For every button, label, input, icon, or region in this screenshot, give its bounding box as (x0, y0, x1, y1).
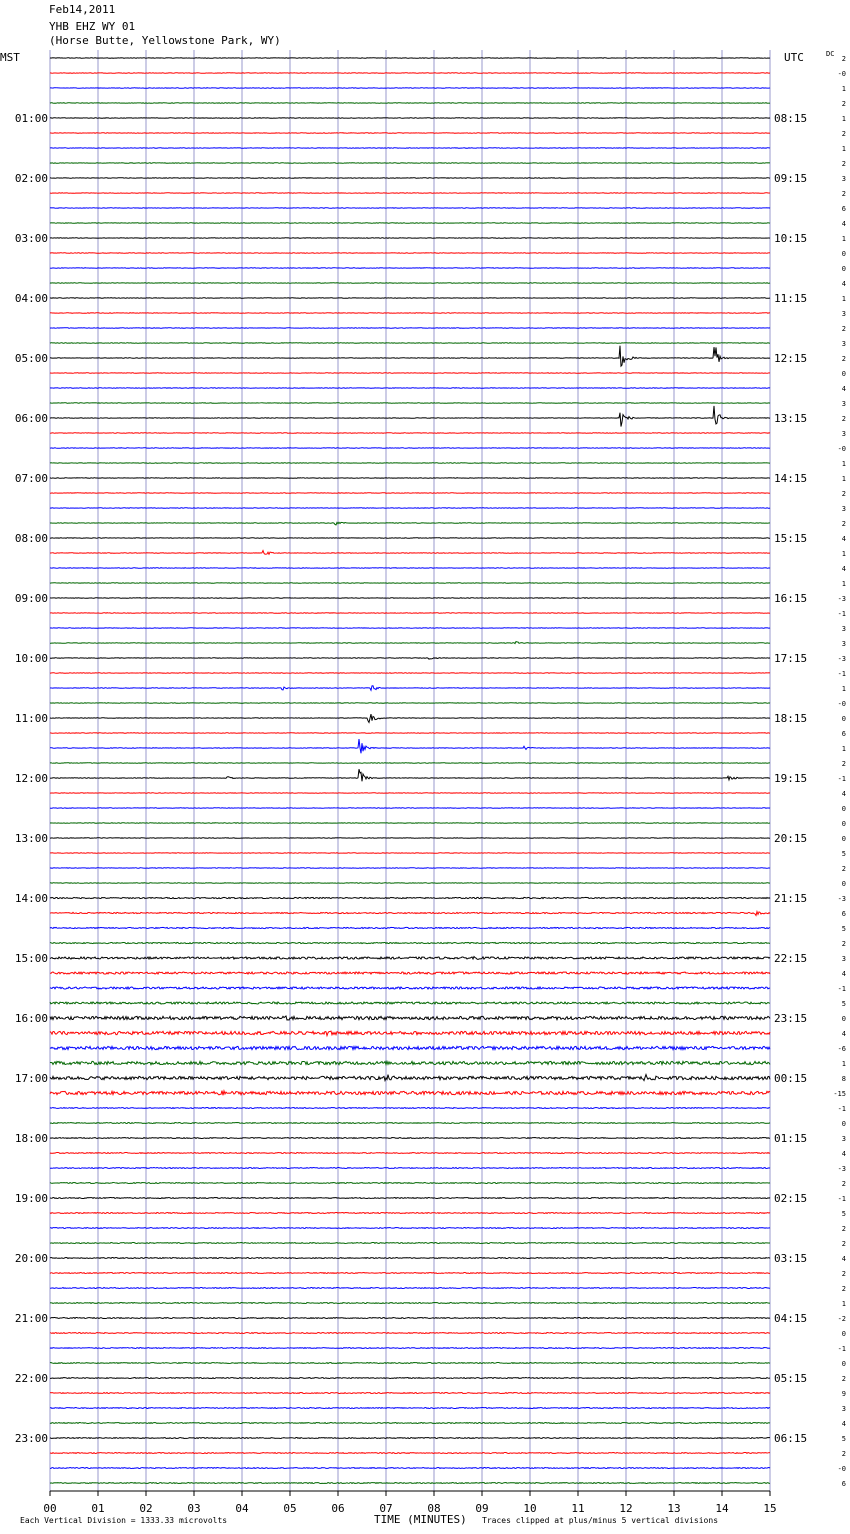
trace-line (50, 703, 770, 704)
dc-offset-label: 2 (841, 100, 846, 108)
trace-line (50, 178, 770, 179)
trace-line (50, 118, 770, 119)
left-hour-label: 09:00 (14, 592, 48, 605)
left-timezone: MST (0, 51, 20, 64)
dc-offset-label: 1 (841, 1300, 846, 1308)
dc-offset-label: 4 (841, 970, 846, 978)
trace-line (50, 448, 770, 449)
dc-offset-label: -1 (837, 1105, 846, 1113)
dc-offset-label: 4 (841, 535, 846, 543)
dc-offset-label: 8 (841, 1075, 846, 1083)
trace-line (50, 1198, 770, 1199)
dc-offset-label: 0 (841, 715, 846, 723)
dc-offset-label: -1 (837, 670, 846, 678)
left-hour-label: 13:00 (14, 832, 48, 845)
dc-offset-label: 5 (841, 925, 846, 933)
left-hour-label: 03:00 (14, 232, 48, 245)
trace-line (50, 1363, 770, 1364)
left-hour-label: 21:00 (14, 1312, 48, 1325)
trace-line (50, 823, 770, 824)
dc-offset-label: 2 (841, 130, 846, 138)
labels (0, 50, 846, 1526)
trace-line (50, 1423, 770, 1424)
trace-line (50, 1408, 770, 1409)
chart-date: Feb14,2011 (49, 3, 116, 16)
trace-line (50, 686, 770, 691)
scale-note: Each Vertical Division = 1333.33 microvolts (20, 1516, 228, 1525)
left-hour-label: 23:00 (14, 1432, 48, 1445)
trace-line (50, 987, 770, 989)
trace-line (50, 769, 770, 781)
dc-offset-label: 1 (841, 460, 846, 468)
trace-line (50, 1378, 770, 1379)
dc-offset-label: 6 (841, 910, 846, 918)
x-tick-label: 00 (43, 1502, 57, 1515)
trace-line (50, 1168, 770, 1169)
dc-offset-label: 2 (841, 520, 846, 528)
trace-line (50, 223, 770, 224)
trace-line (50, 73, 770, 74)
trace-line (50, 1061, 770, 1064)
station-name: YHB EHZ WY 01 (49, 20, 136, 33)
trace-line (50, 1393, 770, 1394)
trace-line (50, 1273, 770, 1274)
left-hour-label: 05:00 (14, 352, 48, 365)
right-hour-label: 15:15 (774, 532, 808, 545)
trace-line (50, 433, 770, 434)
trace-line (50, 163, 770, 164)
x-tick-label: 08 (427, 1502, 441, 1515)
trace-line (50, 1318, 770, 1319)
dc-offset-label: 0 (841, 835, 846, 843)
dc-offset-label: 4 (841, 1150, 846, 1158)
trace-line (50, 346, 770, 366)
trace-line (50, 478, 770, 479)
trace-line (50, 1258, 770, 1259)
trace-line (50, 673, 770, 674)
right-hour-label: 06:15 (774, 1432, 808, 1445)
trace-line (50, 1483, 770, 1484)
dc-offset-label: -3 (837, 655, 846, 663)
right-hour-label: 23:15 (774, 1012, 808, 1025)
trace-line (50, 641, 770, 643)
dc-offset-label: 1 (841, 550, 846, 558)
trace-line (50, 1153, 770, 1154)
left-hour-label: 06:00 (14, 412, 48, 425)
dc-offset-label: 4 (841, 220, 846, 228)
right-timezone: UTC (784, 51, 804, 64)
dc-offset-label: 0 (841, 820, 846, 828)
right-hour-label: 13:15 (774, 412, 808, 425)
left-hour-label: 15:00 (14, 952, 48, 965)
dc-offset-label: 2 (841, 1285, 846, 1293)
trace-line (50, 1468, 770, 1469)
x-tick-label: 04 (235, 1502, 249, 1515)
right-hour-label: 01:15 (774, 1132, 808, 1145)
x-tick-label: 01 (91, 1502, 105, 1515)
trace-line (50, 838, 770, 839)
trace-line (50, 238, 770, 239)
trace-line (50, 1348, 770, 1349)
dc-offset-label: 4 (841, 1420, 846, 1428)
trace-line (50, 658, 770, 660)
dc-offset-label: 3 (841, 1135, 846, 1143)
x-tick-label: 02 (139, 1502, 153, 1515)
left-hour-label: 10:00 (14, 652, 48, 665)
x-tick-label: 15 (763, 1502, 777, 1515)
dc-offset-label: 2 (841, 1225, 846, 1233)
trace-line (50, 253, 770, 254)
dc-offset-label: 1 (841, 745, 846, 753)
right-hour-label: 10:15 (774, 232, 808, 245)
trace-line (50, 298, 770, 299)
dc-offset-label: 2 (841, 865, 846, 873)
left-hour-label: 16:00 (14, 1012, 48, 1025)
dc-offset-label: -0 (837, 700, 846, 708)
x-tick-label: 13 (667, 1502, 681, 1515)
dc-offset-label: -1 (837, 775, 846, 783)
right-hour-label: 14:15 (774, 472, 808, 485)
left-hour-label: 14:00 (14, 892, 48, 905)
dc-offset-label: 2 (841, 940, 846, 948)
dc-offset-label: 2 (841, 490, 846, 498)
dc-offset-label: 6 (841, 730, 846, 738)
dc-offset-label: 2 (841, 1270, 846, 1278)
dc-offset-label: 5 (841, 1000, 846, 1008)
dc-offset-label: 2 (841, 1375, 846, 1383)
left-hour-label: 19:00 (14, 1192, 48, 1205)
x-tick-label: 12 (619, 1502, 633, 1515)
trace-line (50, 1213, 770, 1214)
trace-line (50, 1031, 770, 1036)
x-tick-label: 07 (379, 1502, 393, 1515)
right-hour-label: 04:15 (774, 1312, 808, 1325)
x-tick-label: 14 (715, 1502, 729, 1515)
dc-offset-label: 3 (841, 955, 846, 963)
left-hour-label: 20:00 (14, 1252, 48, 1265)
dc-offset-label: 0 (841, 265, 846, 273)
dc-offset-label: -1 (837, 1195, 846, 1203)
trace-line (50, 1016, 770, 1020)
dc-offset-label: 1 (841, 685, 846, 693)
dc-offset-label: 2 (841, 760, 846, 768)
trace-line (50, 208, 770, 209)
trace-line (50, 313, 770, 314)
dc-offset-label: 4 (841, 1255, 846, 1263)
dc-offset-label: 2 (841, 55, 846, 63)
dc-offset-label: 0 (841, 1360, 846, 1368)
trace-line (50, 1183, 770, 1184)
dc-offset-label: 4 (841, 565, 846, 573)
dc-offset-label: 5 (841, 1435, 846, 1443)
trace-line (50, 583, 770, 584)
trace-line (50, 598, 770, 599)
trace-line (50, 148, 770, 149)
trace-line (50, 1228, 770, 1229)
trace-line (50, 808, 770, 809)
trace-line (50, 927, 770, 928)
dc-offset-label: 4 (841, 1030, 846, 1038)
right-hour-label: 18:15 (774, 712, 808, 725)
trace-line (50, 103, 770, 104)
right-hour-label: 17:15 (774, 652, 808, 665)
dc-offset-label: 3 (841, 625, 846, 633)
trace-line (50, 403, 770, 404)
trace-line (50, 628, 770, 629)
trace-line (50, 1091, 770, 1096)
dc-offset-label: 4 (841, 790, 846, 798)
right-hour-label: 19:15 (774, 772, 808, 785)
trace-line (50, 58, 770, 59)
dc-offset-label: 6 (841, 205, 846, 213)
dc-offset-label: 1 (841, 1060, 846, 1068)
trace-line (50, 1438, 770, 1439)
trace-line (50, 1123, 770, 1124)
trace-line (50, 568, 770, 569)
dc-offset-label: 1 (841, 145, 846, 153)
dc-offset-label: 2 (841, 190, 846, 198)
right-hour-label: 12:15 (774, 352, 808, 365)
dc-offset-label: 1 (841, 580, 846, 588)
trace-line (50, 1243, 770, 1244)
trace-line (50, 1138, 770, 1139)
right-hour-label: 16:15 (774, 592, 808, 605)
dc-offset-label: -0 (837, 70, 846, 78)
dc-offset-label: 4 (841, 280, 846, 288)
left-hour-label: 17:00 (14, 1072, 48, 1085)
dc-offset-label: -1 (837, 985, 846, 993)
trace-line (50, 1288, 770, 1289)
trace-line (50, 912, 770, 916)
trace-line (50, 942, 770, 943)
dc-offset-label: -6 (837, 1045, 846, 1053)
trace-line (50, 957, 770, 960)
trace-line (50, 733, 770, 734)
dc-offset-label: 3 (841, 310, 846, 318)
dc-offset-label: 3 (841, 400, 846, 408)
dc-offset-label: 2 (841, 325, 846, 333)
traces (50, 58, 770, 1484)
x-axis-label: TIME (MINUTES) (374, 1513, 467, 1526)
right-hour-label: 02:15 (774, 1192, 808, 1205)
left-hour-label: 07:00 (14, 472, 48, 485)
left-hour-label: 04:00 (14, 292, 48, 305)
right-hour-label: 00:15 (774, 1072, 808, 1085)
dc-offset-label: 9 (841, 1390, 846, 1398)
trace-line (50, 739, 770, 753)
trace-line (50, 1075, 770, 1081)
trace-line (50, 133, 770, 134)
dc-offset-label: 1 (841, 235, 846, 243)
dc-offset-label: 0 (841, 1120, 846, 1128)
trace-line (50, 868, 770, 869)
dc-offset-label: 0 (841, 880, 846, 888)
dc-offset-label: 2 (841, 355, 846, 363)
dc-offset-label: 3 (841, 640, 846, 648)
trace-line (50, 343, 770, 344)
left-hour-label: 01:00 (14, 112, 48, 125)
trace-line (50, 613, 770, 614)
trace-line (50, 1453, 770, 1454)
dc-offset-label: -15 (833, 1090, 846, 1098)
dc-offset-label: 5 (841, 850, 846, 858)
trace-line (50, 551, 770, 555)
trace-line (50, 406, 770, 427)
dc-offset-label: 1 (841, 475, 846, 483)
x-tick-label: 05 (283, 1502, 297, 1515)
right-hour-label: 08:15 (774, 112, 808, 125)
left-hour-label: 18:00 (14, 1132, 48, 1145)
dc-offset-label: -0 (837, 445, 846, 453)
dc-offset-label: -3 (837, 1165, 846, 1173)
dc-offset-label: 3 (841, 430, 846, 438)
dc-label: DC (826, 50, 835, 58)
left-hour-label: 22:00 (14, 1372, 48, 1385)
dc-offset-label: -1 (837, 610, 846, 618)
dc-offset-label: 0 (841, 250, 846, 258)
right-hour-label: 03:15 (774, 1252, 808, 1265)
station-location: (Horse Butte, Yellowstone Park, WY) (49, 34, 281, 47)
left-hour-label: 08:00 (14, 532, 48, 545)
dc-offset-label: 1 (841, 295, 846, 303)
clip-note: Traces clipped at plus/minus 5 vertical divisions (482, 1516, 719, 1525)
trace-line (50, 493, 770, 494)
x-tick-label: 06 (331, 1502, 345, 1515)
dc-offset-label: -2 (837, 1315, 846, 1323)
trace-line (50, 883, 770, 884)
right-hour-label: 05:15 (774, 1372, 808, 1385)
trace-line (50, 1046, 770, 1049)
x-tick-label: 03 (187, 1502, 201, 1515)
dc-offset-label: -1 (837, 1345, 846, 1353)
dc-offset-label: 2 (841, 1450, 846, 1458)
trace-line (50, 508, 770, 509)
right-hour-label: 11:15 (774, 292, 808, 305)
trace-line (50, 853, 770, 854)
trace-line (50, 268, 770, 269)
trace-line (50, 763, 770, 764)
dc-offset-label: -3 (837, 595, 846, 603)
right-hour-label: 20:15 (774, 832, 808, 845)
trace-line (50, 897, 770, 898)
dc-offset-label: 3 (841, 175, 846, 183)
x-tick-label: 10 (523, 1502, 537, 1515)
dc-offset-label: 2 (841, 1240, 846, 1248)
trace-line (50, 1303, 770, 1304)
dc-offset-label: 2 (841, 415, 846, 423)
trace-line (50, 388, 770, 389)
right-hour-label: 22:15 (774, 952, 808, 965)
trace-line (50, 193, 770, 194)
trace-line (50, 793, 770, 794)
trace-line (50, 283, 770, 284)
dc-offset-label: 0 (841, 805, 846, 813)
dc-offset-label: -0 (837, 1465, 846, 1473)
trace-line (50, 328, 770, 329)
right-hour-label: 21:15 (774, 892, 808, 905)
right-hour-label: 09:15 (774, 172, 808, 185)
trace-line (50, 714, 770, 722)
trace-line (50, 463, 770, 464)
left-hour-label: 02:00 (14, 172, 48, 185)
dc-offset-label: 3 (841, 340, 846, 348)
dc-offset-label: 0 (841, 370, 846, 378)
trace-line (50, 522, 770, 525)
trace-line (50, 373, 770, 374)
trace-line (50, 88, 770, 89)
dc-offset-label: 6 (841, 1480, 846, 1488)
grid (50, 50, 770, 1496)
x-tick-label: 09 (475, 1502, 489, 1515)
dc-offset-label: 4 (841, 385, 846, 393)
trace-line (50, 1108, 770, 1109)
dc-offset-label: 1 (841, 115, 846, 123)
dc-offset-label: 2 (841, 160, 846, 168)
dc-offset-label: 0 (841, 1015, 846, 1023)
dc-offset-label: 3 (841, 1405, 846, 1413)
trace-line (50, 1333, 770, 1334)
trace-line (50, 972, 770, 974)
dc-offset-label: 2 (841, 1180, 846, 1188)
dc-offset-label: 3 (841, 505, 846, 513)
x-tick-label: 11 (571, 1502, 585, 1515)
trace-line (50, 1002, 770, 1004)
trace-line (50, 538, 770, 539)
dc-offset-label: 1 (841, 85, 846, 93)
dc-offset-label: 5 (841, 1210, 846, 1218)
dc-offset-label: -3 (837, 895, 846, 903)
dc-offset-label: 0 (841, 1330, 846, 1338)
left-hour-label: 12:00 (14, 772, 48, 785)
left-hour-label: 11:00 (14, 712, 48, 725)
